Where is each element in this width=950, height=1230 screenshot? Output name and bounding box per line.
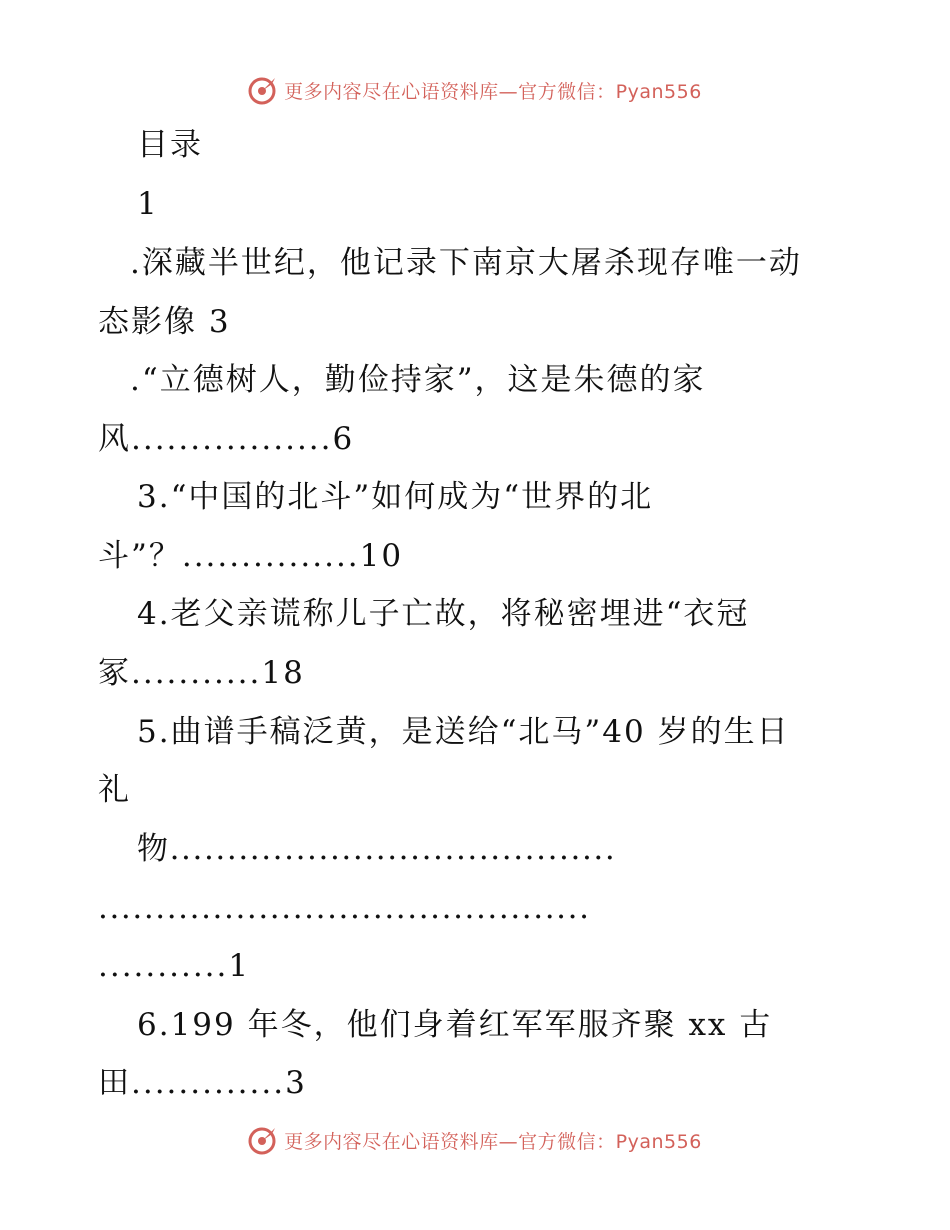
toc-line: 礼	[98, 772, 131, 808]
toc-line: ...........1	[98, 948, 251, 984]
toc-line: 冢...........18	[98, 655, 305, 691]
toc-line: 斗”？...............10	[98, 538, 404, 574]
header-banner-text: 更多内容尽在心语资料库—官方微信：Pyan556	[284, 80, 702, 103]
toc-line: .“立德树人，勤俭持家”，这是朱德的家	[130, 362, 706, 398]
footer-watermark	[0, 1120, 950, 1160]
toc-line: 6.199 年冬，他们身着红军军服齐聚 xx 古	[137, 1007, 773, 1043]
toc-title: 目录	[137, 127, 203, 163]
quill-logo-icon	[248, 1125, 278, 1155]
footer-banner-text: 更多内容尽在心语资料库—官方微信：Pyan556	[284, 1130, 702, 1153]
toc-line: 风.................6	[98, 421, 355, 457]
toc-line: .深藏半世纪，他记录下南京大屠杀现存唯一动	[130, 245, 802, 281]
toc-line: 田.............3	[98, 1065, 307, 1101]
toc-line: 3.“中国的北斗”如何成为“世界的北	[137, 479, 654, 515]
toc-line: ...........................................	[98, 890, 591, 926]
toc-line: 1	[137, 186, 159, 222]
toc-line: 物.......................................	[137, 831, 617, 867]
header-watermark	[0, 70, 950, 110]
toc-line: 5.曲谱手稿泛黄，是送给“北马”40 岁的生日	[137, 714, 790, 750]
quill-logo-icon	[248, 75, 278, 105]
toc-line: 态影像 3	[98, 304, 231, 340]
toc-line: 4.老父亲谎称儿子亡故，将秘密埋进“衣冠	[137, 596, 750, 632]
